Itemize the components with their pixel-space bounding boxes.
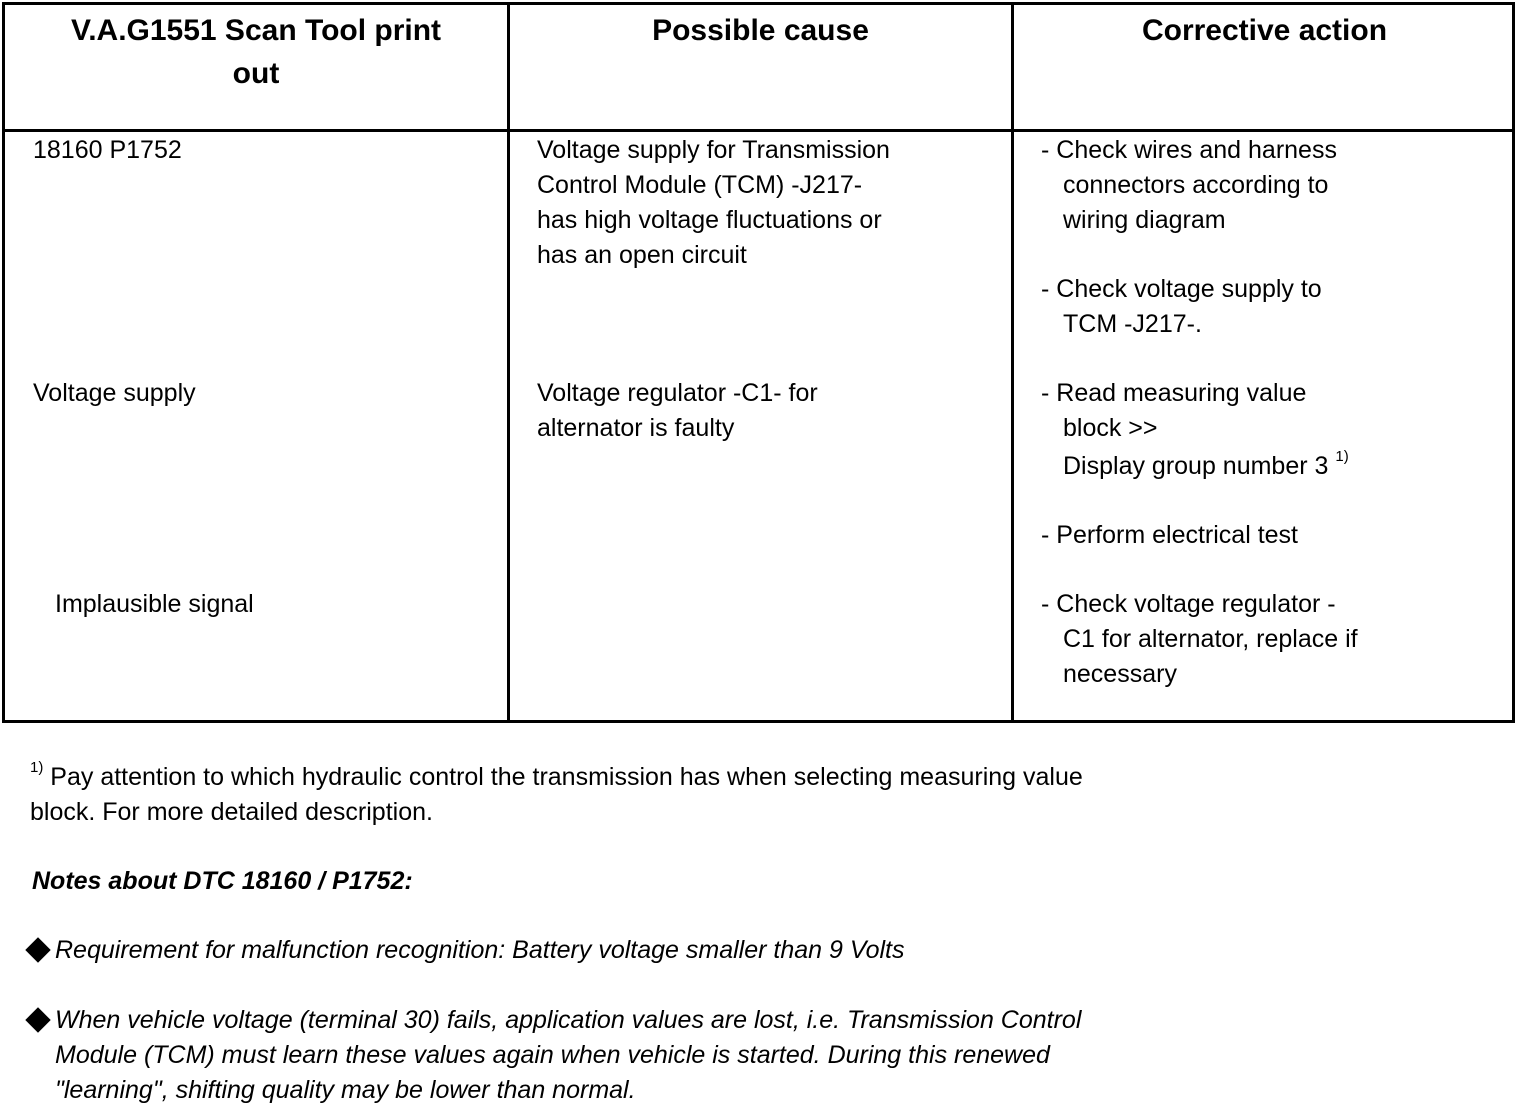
cause-line: Voltage regulator -C1- for bbox=[537, 379, 818, 407]
possible-cause-1 bbox=[537, 133, 890, 273]
action-line: connectors according to bbox=[1063, 171, 1329, 199]
dtc-table bbox=[2, 2, 1515, 723]
action-line: TCM -J217-. bbox=[1063, 310, 1202, 338]
cause-line: alternator is faulty bbox=[537, 414, 735, 442]
action-line: block >> bbox=[1063, 414, 1158, 442]
cause-line: Voltage supply for Transmission bbox=[537, 136, 890, 164]
dtc-code: 18160 P1752 bbox=[33, 136, 182, 164]
action-line: C1 for alternator, replace if bbox=[1063, 625, 1358, 653]
corrective-action-2 bbox=[1041, 272, 1322, 342]
action-text: Display group number 3 bbox=[1063, 452, 1329, 480]
footnote-line bbox=[30, 760, 1083, 795]
corrective-action-5 bbox=[1041, 587, 1358, 692]
cause-line: Control Module (TCM) -J217- bbox=[537, 171, 863, 199]
header-scan-tool-line2: out bbox=[232, 57, 280, 90]
footnote-marker: 1) bbox=[30, 758, 44, 776]
header-possible-cause-text: Possible cause bbox=[652, 14, 869, 47]
notes-title: Notes about DTC 18160 / P1752: bbox=[32, 867, 413, 895]
action-line: wiring diagram bbox=[1063, 206, 1226, 234]
corrective-action-1 bbox=[1041, 133, 1337, 238]
footnote-line: block. For more detailed description. bbox=[30, 798, 433, 826]
footnote-text: Pay attention to which hydraulic control the transmission has when selecting measuring value bbox=[43, 763, 1083, 791]
note-line: Requirement for malfunction recognition: Battery voltage smaller than 9 Volts bbox=[55, 936, 905, 964]
corrective-action-3 bbox=[1041, 376, 1349, 484]
dtc-label: Voltage supply bbox=[33, 379, 196, 407]
note-line: "learning", shifting quality may be lower than normal. bbox=[55, 1076, 636, 1104]
possible-cause-2 bbox=[537, 376, 818, 446]
cause-line: has an open circuit bbox=[537, 241, 747, 269]
note-line: When vehicle voltage (terminal 30) fails, application values are lost, i.e. Transmission Control bbox=[55, 1006, 1082, 1034]
header-possible-cause bbox=[510, 9, 1011, 52]
action-line: - Check voltage supply to bbox=[1041, 275, 1322, 303]
footnote-ref: 1) bbox=[1335, 447, 1349, 465]
diamond-bullet-icon bbox=[25, 1007, 50, 1032]
column-divider bbox=[507, 5, 510, 720]
header-corrective-action bbox=[1014, 9, 1515, 52]
note-bullet-2 bbox=[55, 1003, 1081, 1108]
note-line: Module (TCM) must learn these values again when vehicle is started. During this renewed bbox=[55, 1041, 1050, 1069]
action-line: necessary bbox=[1063, 660, 1177, 688]
cause-line: has high voltage fluctuations or bbox=[537, 206, 882, 234]
note-bullet-1 bbox=[55, 933, 905, 968]
action-line bbox=[1041, 449, 1349, 484]
header-corrective-action-text: Corrective action bbox=[1141, 14, 1388, 47]
action-line: - Check voltage regulator - bbox=[1041, 590, 1336, 618]
dtc-sublabel: Implausible signal bbox=[55, 590, 254, 618]
action-line: - Perform electrical test bbox=[1041, 521, 1299, 549]
footnote bbox=[30, 760, 1083, 830]
header-scan-tool bbox=[5, 9, 507, 95]
action-line: - Check wires and harness bbox=[1041, 136, 1337, 164]
diamond-bullet-icon bbox=[25, 937, 50, 962]
action-line: - Read measuring value bbox=[1041, 379, 1307, 407]
corrective-action-4 bbox=[1041, 518, 1298, 553]
header-divider bbox=[5, 129, 1512, 132]
header-scan-tool-line1: V.A.G1551 Scan Tool print bbox=[70, 14, 442, 47]
column-divider bbox=[1011, 5, 1014, 720]
